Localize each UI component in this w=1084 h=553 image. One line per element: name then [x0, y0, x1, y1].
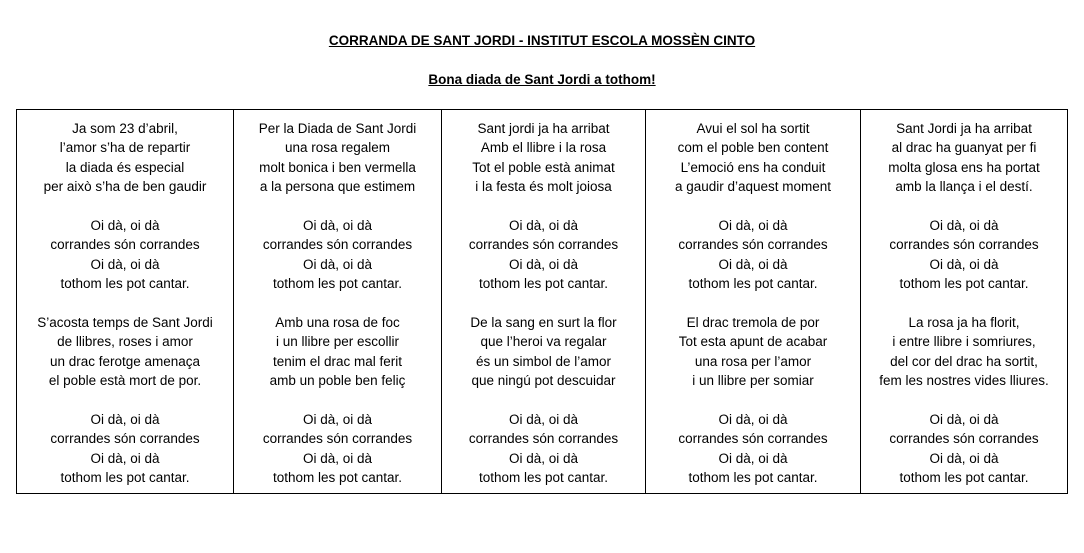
verse-line: una rosa regalem — [284, 140, 391, 156]
poem-column — [234, 110, 442, 494]
chorus-line: Oi dà, oi dà — [302, 256, 373, 272]
verse-line: i un llibre per escollir — [275, 334, 400, 350]
chorus-line: Oi dà, oi dà — [90, 256, 160, 272]
poems-table — [16, 109, 1068, 494]
verse-line: tenim el drac mal ferit — [272, 353, 403, 369]
chorus-line: Oi dà, oi dà — [508, 256, 579, 272]
chorus-line: Oi dà, oi dà — [302, 411, 373, 427]
verse-line: Sant jordi ja ha arribat — [477, 121, 610, 136]
verse-line: amb la llança i el destí. — [895, 179, 1033, 195]
verse-line: el poble està mort de por. — [48, 373, 202, 389]
verse-line: Per la Diada de Sant Jordi — [258, 121, 417, 136]
chorus-line: corrandes són corrandes — [262, 431, 413, 447]
document-title: CORRANDA DE SANT JORDI - INSTITUT ESCOLA MOSSÈN CINTO — [328, 33, 756, 48]
verse-line: Amb una rosa de foc — [275, 314, 400, 330]
chorus-line: Oi dà, oi dà — [90, 217, 160, 233]
chorus-line: corrandes són corrandes — [678, 431, 828, 447]
chorus-line: tothom les pot cantar. — [478, 276, 609, 292]
chorus-line: tothom les pot cantar. — [688, 276, 818, 292]
chorus-line: corrandes són corrandes — [468, 237, 619, 253]
poem-column — [442, 110, 646, 494]
document-subtitle: Bona diada de Sant Jordi a tothom! — [428, 72, 656, 87]
stanza-gap — [19, 197, 231, 216]
chorus-line: corrandes són corrandes — [678, 237, 828, 253]
verse-line: S’acosta temps de Sant Jordi — [37, 314, 213, 330]
chorus-line: Oi dà, oi dà — [929, 411, 999, 427]
poems-row — [17, 110, 1068, 494]
verse-line: De la sang en surt la flor — [470, 314, 617, 330]
stanza-gap — [863, 390, 1065, 409]
verse-line: Ja som 23 d’abril, — [72, 121, 178, 136]
stanza-gap — [444, 294, 643, 313]
stanza-gap — [444, 390, 643, 409]
chorus-line: tothom les pot cantar. — [478, 470, 609, 486]
chorus-line: Oi dà, oi dà — [718, 450, 788, 466]
chorus-line: corrandes són corrandes — [889, 431, 1039, 447]
chorus-line: corrandes són corrandes — [50, 431, 200, 447]
chorus-line: Oi dà, oi dà — [929, 450, 999, 466]
verse-line: molta glosa ens ha portat — [888, 159, 1040, 175]
verse-line: de llibres, roses i amor — [57, 334, 193, 350]
chorus-line: corrandes són corrandes — [889, 237, 1039, 253]
stanza-gap — [648, 294, 858, 313]
verse-line: al drac ha guanyat per fi — [891, 140, 1037, 156]
chorus-line: Oi dà, oi dà — [90, 411, 160, 427]
verse-line: com el poble ben content — [677, 140, 829, 156]
verse-line: del cor del drac ha sortit, — [890, 353, 1038, 369]
chorus-line: Oi dà, oi dà — [508, 217, 579, 233]
chorus-line: corrandes són corrandes — [50, 237, 200, 253]
chorus-line: tothom les pot cantar. — [899, 276, 1029, 292]
verse-line: i un llibre per somiar — [692, 373, 814, 389]
stanza-gap — [863, 294, 1065, 313]
poem-column — [861, 110, 1068, 494]
verse-line: la diada és especial — [65, 159, 185, 175]
verse-line: per això s’ha de ben gaudir — [43, 179, 207, 195]
verse-line: amb un poble ben feliç — [269, 373, 406, 389]
verse-line: molt bonica i ben vermella — [259, 159, 416, 175]
stanza-gap — [648, 197, 858, 216]
chorus-line: Oi dà, oi dà — [929, 256, 999, 272]
chorus-line: tothom les pot cantar. — [272, 276, 403, 292]
stanza-gap — [19, 294, 231, 313]
chorus-line: Oi dà, oi dà — [508, 411, 579, 427]
chorus-line: tothom les pot cantar. — [899, 470, 1029, 486]
chorus-line: Oi dà, oi dà — [508, 450, 579, 466]
verse-line: L’emoció ens ha conduit — [680, 159, 826, 175]
stanza-gap — [236, 390, 439, 409]
stanza-gap — [863, 197, 1065, 216]
poem-column — [17, 110, 234, 494]
verse-line: Avui el sol ha sortit — [696, 121, 810, 136]
verse-line: que l’heroi va regalar — [480, 334, 607, 350]
chorus-line: tothom les pot cantar. — [60, 470, 190, 486]
chorus-line: Oi dà, oi dà — [718, 217, 788, 233]
verse-line: l’amor s’ha de repartir — [59, 140, 191, 156]
chorus-line: Oi dà, oi dà — [302, 450, 373, 466]
poem-column — [646, 110, 861, 494]
verse-line: a la persona que estimem — [259, 179, 416, 195]
stanza-gap — [236, 197, 439, 216]
verse-line: Sant Jordi ja ha arribat — [896, 121, 1032, 136]
verse-line: El drac tremola de por — [686, 314, 820, 330]
chorus-line: corrandes són corrandes — [468, 431, 619, 447]
verse-line: una rosa per l’amor — [694, 353, 812, 369]
verse-line: fem les nostres vides lliures. — [879, 373, 1049, 389]
chorus-line: Oi dà, oi dà — [929, 217, 999, 233]
chorus-line: corrandes són corrandes — [262, 237, 413, 253]
chorus-line: Oi dà, oi dà — [302, 217, 373, 233]
verse-line: un drac ferotge amenaça — [49, 353, 201, 369]
verse-line: Tot esta apunt de acabar — [678, 334, 828, 350]
verse-line: a gaudir d’aquest moment — [674, 179, 832, 195]
chorus-line: tothom les pot cantar. — [272, 470, 403, 486]
verse-line: La rosa ja ha florit, — [908, 314, 1020, 330]
verse-line: que ningú pot descuidar — [471, 373, 616, 389]
stanza-gap — [19, 390, 231, 409]
verse-line: Amb el llibre i la rosa — [480, 140, 607, 156]
chorus-line: tothom les pot cantar. — [60, 276, 190, 292]
verse-line: i la festa és molt joiosa — [475, 179, 612, 195]
stanza-gap — [236, 294, 439, 313]
chorus-line: Oi dà, oi dà — [718, 411, 788, 427]
chorus-line: tothom les pot cantar. — [688, 470, 818, 486]
stanza-gap — [444, 197, 643, 216]
chorus-line: Oi dà, oi dà — [718, 256, 788, 272]
verse-line: és un simbol de l’amor — [475, 353, 612, 369]
verse-line: Tot el poble està animat — [472, 159, 615, 175]
stanza-gap — [648, 390, 858, 409]
chorus-line: Oi dà, oi dà — [90, 450, 160, 466]
verse-line: i entre llibre i somriures, — [892, 334, 1036, 350]
